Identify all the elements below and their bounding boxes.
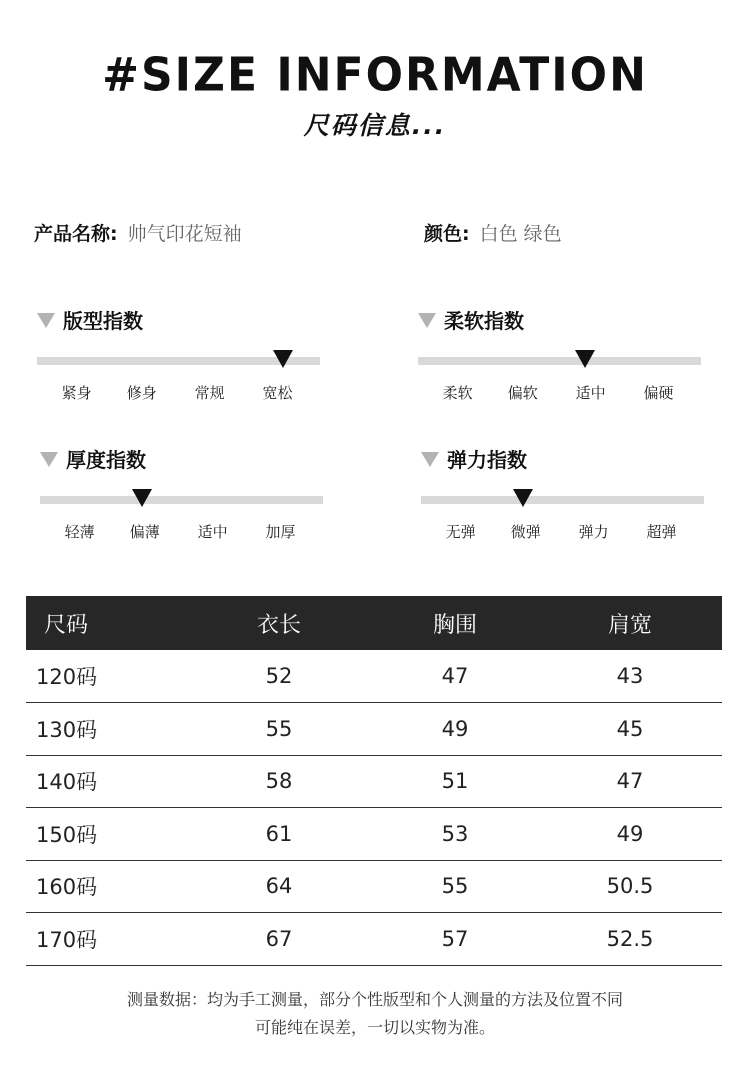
table-row: [26, 808, 722, 861]
meter-label: 版型指数: [63, 308, 143, 333]
table-cell: 43: [538, 650, 722, 703]
page-subtitle: 尺码信息...: [303, 111, 447, 140]
table-row: [26, 755, 722, 808]
elasticity-index-meter: [421, 445, 706, 555]
meter-option: 微弹: [510, 523, 541, 541]
meter-option: 加厚: [265, 523, 296, 541]
meter-marker-icon: [575, 350, 595, 368]
meter-marker-icon: [273, 350, 293, 368]
page-title: #SIZE INFORMATION: [102, 48, 648, 103]
table-cell: 45: [538, 703, 722, 756]
triangle-down-icon: [37, 313, 55, 328]
meter-option: 轻薄: [64, 523, 95, 541]
meter-track: [40, 496, 323, 504]
table-cell: 50.5: [538, 860, 722, 913]
product-color-info: [424, 219, 562, 246]
table-row: [26, 703, 722, 756]
column-header: 尺码: [26, 596, 186, 650]
table-cell: 130码: [26, 703, 186, 756]
column-header: 胸围: [372, 596, 538, 650]
meter-option: 偏薄: [129, 523, 160, 541]
table-cell: 120码: [26, 650, 186, 703]
softness-index-meter: [418, 306, 703, 416]
thickness-index-meter: [40, 445, 325, 555]
table-cell: 49: [372, 703, 538, 756]
table-cell: 51: [372, 755, 538, 808]
meter-option: 常规: [194, 384, 225, 402]
note-line: 可能纯在误差，一切以实物为准。: [254, 1018, 495, 1037]
meter-label: 厚度指数: [66, 447, 146, 472]
fit-index-meter: [37, 306, 322, 416]
meter-option: 修身: [126, 384, 157, 402]
triangle-down-icon: [421, 452, 439, 467]
product-name-label: 产品名称:: [34, 223, 118, 245]
table-cell: 49: [538, 808, 722, 861]
measurement-note: [0, 986, 750, 1042]
column-header: 衣长: [186, 596, 372, 650]
meter-label: 弹力指数: [447, 447, 527, 472]
table-cell: 64: [186, 860, 372, 913]
meter-track: [421, 496, 704, 504]
table-cell: 140码: [26, 755, 186, 808]
triangle-down-icon: [40, 452, 58, 467]
meter-label: 柔软指数: [444, 308, 524, 333]
table-cell: 47: [372, 650, 538, 703]
size-table: [26, 596, 722, 966]
meter-option: 柔软: [442, 384, 473, 402]
meter-marker-icon: [132, 489, 152, 507]
table-cell: 67: [186, 913, 372, 966]
product-color-label: 颜色:: [424, 223, 470, 245]
meter-option: 适中: [197, 523, 228, 541]
meter-option: 适中: [575, 384, 606, 402]
table-cell: 160码: [26, 860, 186, 913]
note-line: 测量数据：均为手工测量，部分个性版型和个人测量的方法及位置不同: [126, 990, 623, 1009]
meter-option: 超弹: [646, 523, 677, 541]
table-cell: 53: [372, 808, 538, 861]
table-cell: 58: [186, 755, 372, 808]
triangle-down-icon: [418, 313, 436, 328]
meter-option: 宽松: [262, 384, 293, 402]
product-color-value: 白色 绿色: [479, 223, 562, 245]
meter-track: [418, 357, 701, 365]
table-cell: 170码: [26, 913, 186, 966]
table-cell: 57: [372, 913, 538, 966]
table-cell: 55: [186, 703, 372, 756]
column-header: 肩宽: [538, 596, 722, 650]
table-cell: 47: [538, 755, 722, 808]
table-cell: 150码: [26, 808, 186, 861]
meter-option: 无弹: [445, 523, 476, 541]
meter-option: 偏软: [507, 384, 538, 402]
table-row: [26, 860, 722, 913]
product-name-info: [34, 219, 242, 246]
table-header-row: [26, 596, 722, 650]
meter-option: 偏硬: [643, 384, 674, 402]
table-cell: 52.5: [538, 913, 722, 966]
meter-marker-icon: [513, 489, 533, 507]
table-cell: 55: [372, 860, 538, 913]
table-row: [26, 650, 722, 703]
product-name-value: 帅气印花短袖: [127, 223, 242, 245]
meter-option: 紧身: [61, 384, 92, 402]
table-cell: 52: [186, 650, 372, 703]
table-cell: 61: [186, 808, 372, 861]
meter-option: 弹力: [578, 523, 609, 541]
table-row: [26, 913, 722, 966]
